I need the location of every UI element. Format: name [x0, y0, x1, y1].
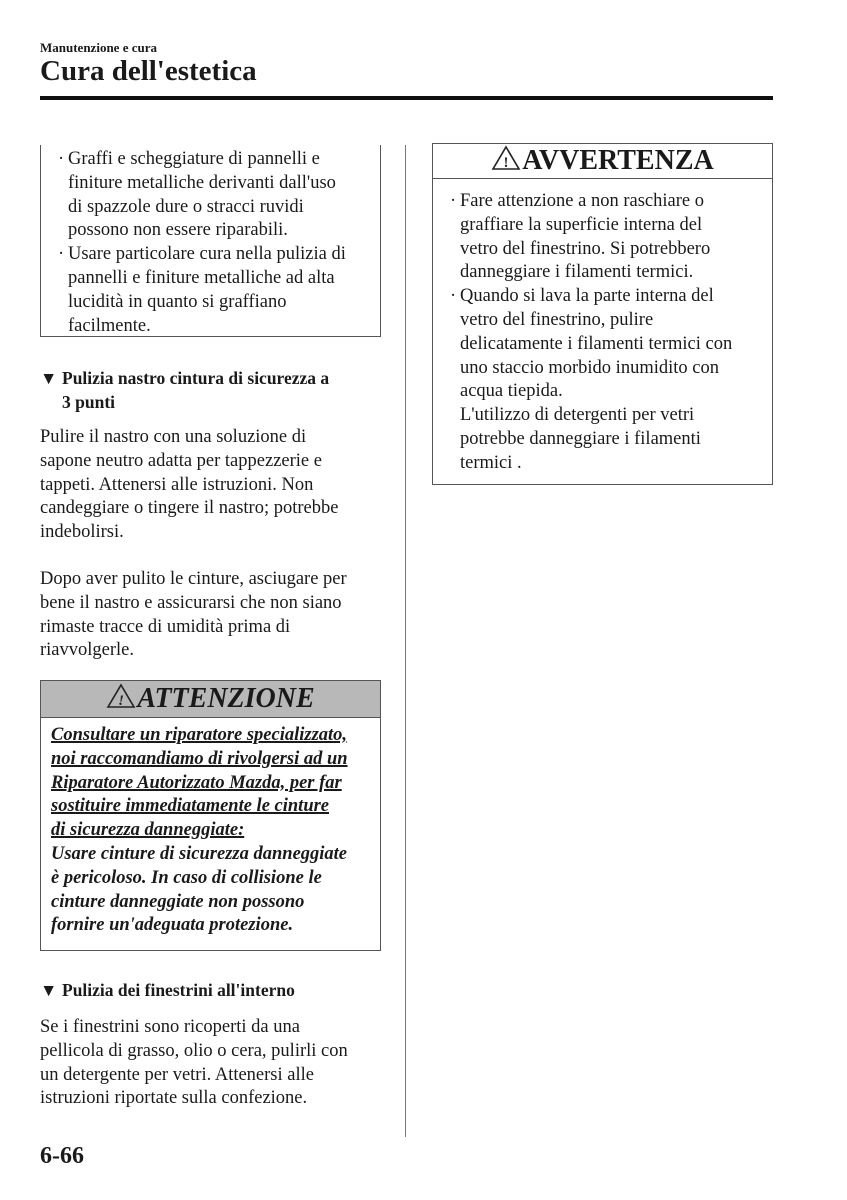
text-line: Usare particolare cura nella pulizia di — [68, 244, 346, 265]
text-line: lucidità in quanto si graffiano — [68, 291, 287, 312]
title-rule — [40, 96, 773, 100]
bullet-item — [450, 190, 772, 285]
caution-text-line: fornire un'adeguata protezione. — [51, 915, 294, 936]
caution-text-line: sostituire immediatamente le cinture — [51, 796, 330, 817]
bullet-dot: · — [58, 149, 65, 169]
text-line: riavvolgerle. — [40, 640, 134, 661]
heading-text: Pulizia dei finestrini all'interno — [62, 980, 295, 1000]
heading-line — [40, 978, 295, 1002]
caution-text-line: Riparatore Autorizzato Mazda, per far — [51, 772, 342, 793]
text-line: Quando si lava la parte interna del — [460, 286, 714, 307]
text-line: bene il nastro e assicurarsi che non siano — [40, 592, 342, 613]
caution-text-line: cinture danneggiate non possono — [51, 891, 305, 912]
bullet-dot: · — [450, 286, 457, 307]
heading-line — [40, 390, 329, 414]
text-line: istruzioni riportate sulla confezione. — [40, 1088, 308, 1109]
text-line: potrebbe danneggiare i filamenti — [460, 428, 701, 449]
svg-text:!: ! — [118, 693, 125, 709]
caution-box — [40, 680, 381, 951]
text-line: uno staccio morbido inumidito con — [460, 357, 719, 378]
text-line: acqua tiepida. — [460, 381, 563, 402]
triangle-marker-icon: ▼ — [40, 368, 58, 388]
text-line: Pulire il nastro con una soluzione di — [40, 427, 307, 447]
caution-title: ATTENZIONE — [137, 683, 315, 714]
warning-triangle-icon — [491, 145, 521, 171]
text-line: finiture metalliche derivanti dall'uso — [68, 172, 336, 193]
caution-text-line: di sicurezza danneggiate: — [51, 820, 245, 841]
text-line: pannelli e finiture metalliche ad alta — [68, 267, 335, 288]
warning-title: AVVERTENZA — [522, 145, 714, 176]
bullet-item — [58, 148, 380, 243]
text-line: possono non essere riparabili. — [68, 220, 288, 241]
text-line: un detergente per vetri. Attenersi alle — [40, 1064, 314, 1085]
bullet-dot: · — [58, 244, 65, 265]
caution-text-line: Usare cinture di sicurezza danneggiate — [51, 843, 348, 864]
text-line: candeggiare o tingere il nastro; potrebbe — [40, 498, 339, 519]
warning-box — [432, 143, 773, 485]
triangle-marker-icon: ▼ — [40, 980, 58, 1000]
warning-triangle-icon — [106, 683, 136, 709]
notes-box — [40, 145, 381, 337]
heading-text: 3 punti — [62, 392, 116, 412]
text-line: Fare attenzione a non raschiare o — [460, 191, 704, 211]
text-line: delicatamente i filamenti termici con — [460, 333, 733, 354]
text-line: facilmente. — [68, 315, 151, 336]
paragraph-window-cleaning — [40, 1016, 348, 1111]
bullet-item — [450, 285, 772, 475]
heading-text: Pulizia nastro cintura di sicurezza a — [62, 368, 330, 388]
paragraph-seatbelt-cleaning — [40, 426, 338, 545]
text-line: indebolirsi. — [40, 522, 124, 543]
page-number: 6-66 — [40, 1143, 84, 1169]
text-line: graffiare la superficie interna del — [460, 214, 703, 235]
caution-text-line: è pericoloso. In caso di collisione le — [51, 867, 322, 888]
text-line: vetro del finestrino, pulire — [460, 309, 654, 330]
bullet-item — [58, 243, 380, 338]
caution-header — [41, 681, 380, 718]
column-divider — [405, 145, 406, 1137]
text-line: di spazzole dure o stracci ruvidi — [68, 196, 304, 217]
svg-text:!: ! — [503, 155, 509, 171]
text-line: pellicola di grasso, olio o cera, pulirli con — [40, 1040, 348, 1061]
text-line: Graffi e scheggiature di pannelli e — [68, 149, 320, 169]
section-label: Manutenzione e cura — [40, 40, 157, 55]
text-line: danneggiare i filamenti termici. — [460, 262, 694, 283]
paragraph-seatbelt-drying — [40, 568, 347, 663]
bullet-dot: · — [450, 191, 457, 211]
heading-line — [40, 366, 329, 390]
text-line: termici . — [460, 452, 522, 473]
text-line: sapone neutro adatta per tappezzerie e — [40, 450, 322, 471]
page-title: Cura dell'estetica — [40, 55, 257, 87]
section-heading-windows — [40, 978, 295, 1002]
caution-text-line: Consultare un riparatore specializzato, — [51, 725, 348, 745]
warning-header — [433, 144, 772, 179]
text-line: tappeti. Attenersi alle istruzioni. Non — [40, 474, 314, 495]
text-line: Se i finestrini sono ricoperti da una — [40, 1017, 300, 1037]
section-heading-seatbelt — [40, 366, 329, 414]
caution-text-line: noi raccomandiamo di rivolgersi ad un — [51, 748, 348, 769]
text-line: Dopo aver pulito le cinture, asciugare per — [40, 569, 347, 589]
text-line: L'utilizzo di detergenti per vetri — [460, 405, 695, 426]
text-line: vetro del finestrino. Si potrebbero — [460, 238, 711, 259]
text-line: rimaste tracce di umidità prima di — [40, 616, 291, 637]
